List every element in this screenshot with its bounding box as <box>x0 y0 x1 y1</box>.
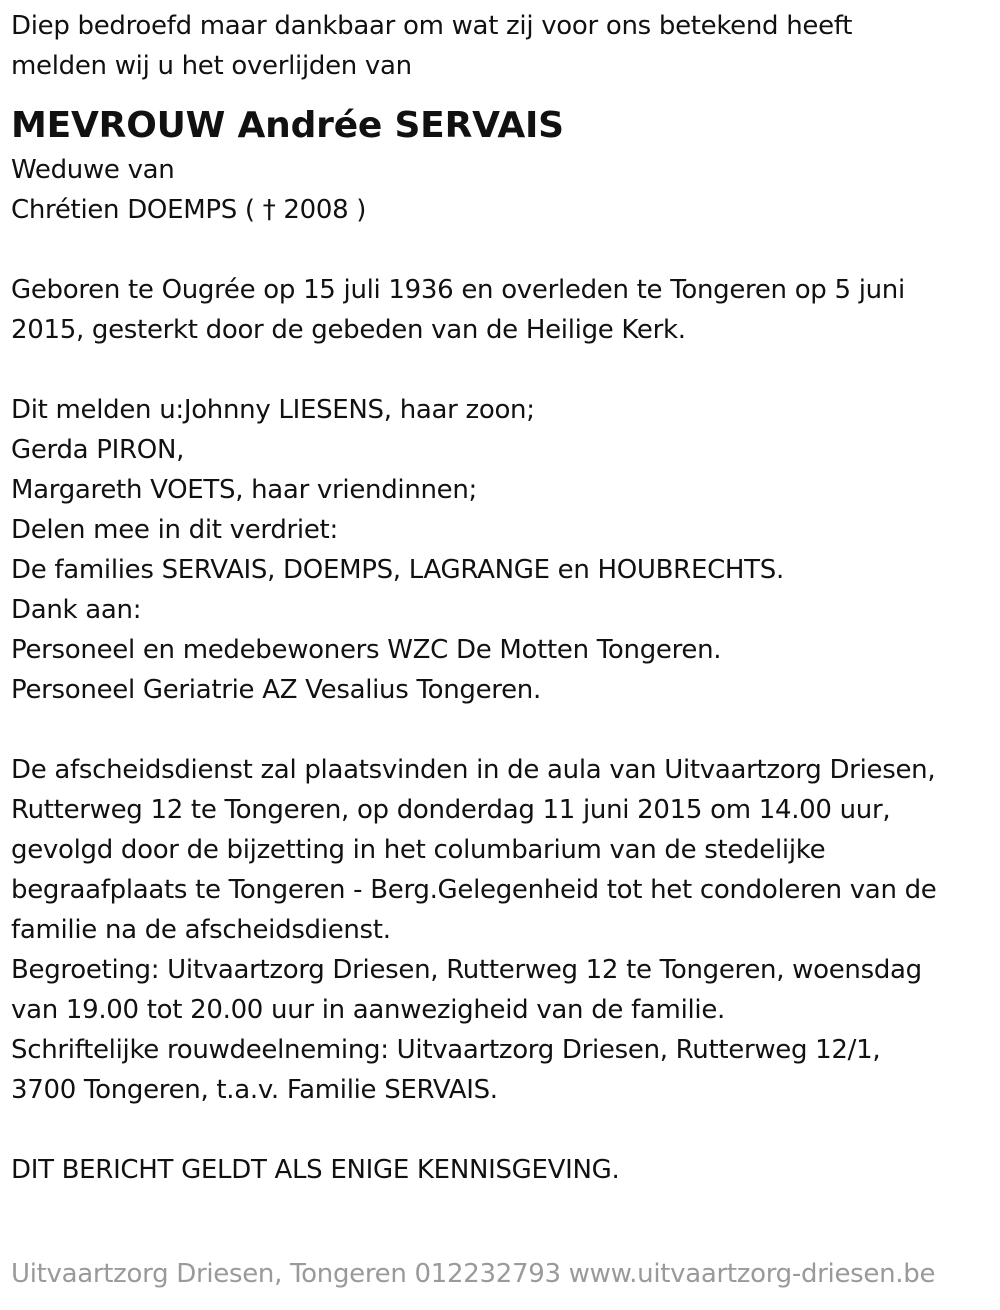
ceremony-line: Begroeting: Uitvaartzorg Driesen, Rutterweg 12 te Tongeren, woensdag <box>11 955 922 985</box>
ceremony-line: gevolgd door de bijzetting in het columbarium van de stedelijke <box>11 835 826 865</box>
ceremony-line: familie na de afscheidsdienst. <box>11 915 391 945</box>
ceremony-line: Rutterweg 12 te Tongeren, op donderdag 11 juni 2015 om 14.00 uur, <box>11 795 891 825</box>
spacer <box>11 350 991 390</box>
spacer <box>11 230 991 270</box>
spacer <box>11 710 991 750</box>
ceremony-line: van 19.00 tot 20.00 uur in aanwezigheid van de familie. <box>11 995 726 1025</box>
intro-line-1: Diep bedroefd maar dankbaar om wat zij voor ons betekend heeft <box>11 11 853 41</box>
birth-death-line-1: Geboren te Ougrée op 15 juli 1936 en overleden te Tongeren op 5 juni <box>11 275 905 305</box>
announcer-line: Dit melden u:Johnny LIESENS, haar zoon; <box>11 395 535 425</box>
announcer-line: Margareth VOETS, haar vriendinnen; <box>11 475 478 505</box>
announcer-line: Delen mee in dit verdriet: <box>11 515 338 545</box>
announcer-line: Gerda PIRON, <box>11 435 185 465</box>
birth-death-line-2: 2015, gesterkt door de gebeden van de Heilige Kerk. <box>11 315 686 345</box>
deceased-relation: Weduwe van <box>11 155 175 185</box>
deceased-spouse: Chrétien DOEMPS ( † 2008 ) <box>11 195 367 225</box>
funeral-home-footer: Uitvaartzorg Driesen, Tongeren 012232793 www.uitvaartzorg-driesen.be <box>11 1259 936 1289</box>
deceased-name: MEVROUW Andrée SERVAIS <box>11 105 564 146</box>
announcer-line: Dank aan: <box>11 595 142 625</box>
intro-line-2: melden wij u het overlijden van <box>11 51 412 81</box>
ceremony-line: Schriftelijke rouwdeelneming: Uitvaartzorg Driesen, Rutterweg 12/1, <box>11 1035 881 1065</box>
ceremony-line: begraafplaats te Tongeren - Berg.Gelegenheid tot het condoleren van de <box>11 875 937 905</box>
announcer-line: Personeel Geriatrie AZ Vesalius Tongeren. <box>11 675 541 705</box>
notice-statement: DIT BERICHT GELDT ALS ENIGE KENNISGEVING. <box>11 1155 620 1185</box>
death-notice <box>11 6 991 1190</box>
spacer <box>11 1110 991 1150</box>
ceremony-line: 3700 Tongeren, t.a.v. Familie SERVAIS. <box>11 1075 498 1105</box>
ceremony-line: De afscheidsdienst zal plaatsvinden in de aula van Uitvaartzorg Driesen, <box>11 755 936 785</box>
announcer-line: Personeel en medebewoners WZC De Motten Tongeren. <box>11 635 722 665</box>
announcer-line: De families SERVAIS, DOEMPS, LAGRANGE en HOUBRECHTS. <box>11 555 784 585</box>
